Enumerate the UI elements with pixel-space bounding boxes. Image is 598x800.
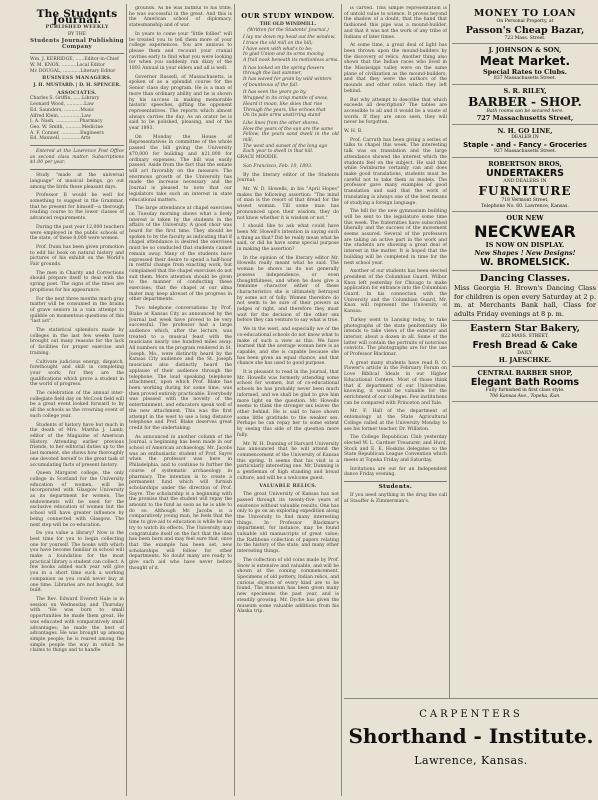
paragraph: The College Republican Club yesterday elected W. L. Gardner Treasurer, and Hurd, Stock and E. E. Hoskins delegates to the State Republican League Convention which meets at Topeka Friday and Saturday. — [344, 435, 447, 464]
paragraph: I should like to ask what could have been Mr. Howell's intention in saying such a thing as that? Did he really mean what he said, or did he have some special purpose in making the assertion? — [237, 224, 339, 253]
paragraph: The Rev. Edward Everett Hale is in session on Wednesday and Thursday with "He was born to small opportunities he made them great. He was educated with comparatively small advantages; he made the best of advantages. He was brought up among simple people; he is reared among the simple people the way in which he claims to things and to handle — [30, 596, 124, 654]
column-rule — [234, 4, 235, 796]
column-3 — [237, 6, 339, 798]
ad-bath-rooms — [452, 367, 598, 402]
poem-line: Through the years, like echoes that — [243, 107, 326, 113]
poem-line: I lay me down my head out the window, — [243, 35, 336, 41]
associate-line: Ed. Maxwell, .............Arts — [30, 136, 91, 142]
ad-headline: Shorthand - Institute. — [348, 724, 594, 748]
ad-text: AND DEALERS IN — [503, 178, 547, 184]
column-rule — [449, 4, 450, 796]
poem-line: Heard it moan, like skies that rise — [243, 101, 323, 107]
ad-undertakers — [452, 158, 598, 213]
signature: W. H. B. — [344, 129, 363, 135]
ad-text: J. JOHNSON & SON, — [488, 46, 562, 55]
column-4 — [344, 6, 447, 798]
ad-groceries — [452, 125, 598, 157]
associates-heading: ASSOCIATES. — [57, 89, 97, 96]
paragraph: is carved. This simple representation is of untold value to science. It proves beyond the shadow of a doubt, that the hand that fashioned this pipe was a mound-builder, and that it was not the work of any tribe of Indians of later times. — [344, 6, 447, 40]
section-heading-valuable-relics: VALUABLE RELICS. — [259, 483, 317, 490]
paragraph: Mr. W. D. Howells, in his "April Hopes" makes the following assertion: "The mind of man is the resort of that dread for the wisest woman. Till some man has pronounced upon their wisdom, they do not know whether it is wisdom or not." — [237, 186, 339, 221]
ad-headline: NECKWEAR — [474, 222, 576, 242]
associate-line: I. A. Nash, ................Pharmacy — [30, 119, 103, 125]
divider — [30, 53, 124, 54]
paragraph: Students of history have but much in the death of Mrs. Martha J. Lamb, editor of the Magazine of American History. Attending earlier previous friends, to her editorial duties up to the last moment, she shows how thoroughly one devoted herself to the great task of accumulating facts of present history. — [30, 422, 124, 468]
ad-text: H. JAESCHKE. — [498, 356, 552, 365]
paragraph: In the opinion of the literary editor Mr. Howells really meant what he said. The woman he shows us do not generally possess independence, or even thoughtfulness, and when he does give a feminine character either of these characteristics she is ultimately betrayed by some act of folly. Women therefore do not seem to be sure of their powers as judges of right, and therefore they must wait for the decision of the other sex before they can venture to say what is true. — [237, 255, 339, 324]
entered-note: Entered at the Lawrence Post Office as second class matter. Subscriptions $1.00 per year. — [30, 149, 124, 166]
ad-text: Bath rooms can be secured here. — [486, 108, 564, 114]
paragraph: Two telephone conversations by Prof. Blake at Kansas City as announced by the Journal last week have proved to be very successful. The professor had a large audience which, after the lecture, was treated to a musical feast with the musicians nearly one hundred miles away. All numbers on the program rendered in St. Joseph, Mo., were distinctly heard by the Kansas City audience and the St. Joseph musicians also distinctly heard the applause of their audience through the telephone. The loud speaking telephone attachment, upon which Prof. Blake has been working during for some time, was then proved entirely practicable. Everybody was pleased with the novelty of the entertainment, and educators speak well of the new attachment. This was the first attempt in the west to use a long distance telephone and Prof. Blake deserves great credit for the undertaking. — [129, 306, 232, 431]
associate-line: Charles S. Griffin, ......Library — [30, 96, 100, 102]
paragraph: Mr. W. H. Dunning of Harvard University has announced that he will attend the commencement of the University of Kansas this spring. It seems that his visit is a particularly interesting one. Mr. Dunning is a gentleman of high standing and broad culture, and will be a welcome guest. — [237, 441, 339, 481]
associate-line: Geo. W. Smith, ...........Medicine — [30, 124, 104, 130]
students-heading: Students. — [378, 484, 413, 491]
ad-text: 718 Vermont Street, — [501, 198, 549, 204]
column-2 — [129, 6, 232, 798]
ad-text: ROBERTSON BROS, — [488, 159, 562, 168]
ad-text: Telephone No. 60. Lawrence, Kansas. — [481, 203, 569, 209]
ad-shorthand-institute — [344, 698, 598, 797]
ad-text: Lawrence, Kansas. — [414, 754, 528, 767]
paragraph: The bill for the new gymnasium building will be sent to the legislature some time this week. The fraternities have subscribed liberally and the success of the movement seems assured. Several of the professors are taking an active part in the work and the students are showing a great deal of interest in the matter. It is hoped that the building will be completed in time for the next school year. — [344, 209, 447, 266]
paragraph: By the literary editor of the Students Journal: — [237, 172, 339, 184]
paragraph: In years to come your "little follies" will be treated you to tell them more of your college experiences. You are anxious to please them and recount your cranial cavities early to find what you were looking for when you suddenly run dizzy of the 1893 Annual in your elders and all is well. — [129, 31, 232, 72]
ad-bakery — [452, 321, 598, 367]
paragraph: At some time, a great deal of light has been thrown upon the mound-builders by the discovery of relics. Another thing also shows that the Indian races who lived in the Mississippi valley were on the same plane of civilization as the mound-builders, and that they were the authors of the mounds and other relics which they left behind. — [344, 43, 447, 94]
ad-headline: Fresh Bread & Cake — [472, 339, 578, 351]
paragraph: Prof. Carruth has been giving a series of talks to chapel this week. The interesting talk was on translation and the large attendance showed the interest which the students feel on the subject. He said that while Swinburne certainly can and does make good translations, students must be careful not to take them as models. The professor gave many examples of good translation and said that the work of translating is always one of the best means of studying a foreign language. — [344, 137, 447, 206]
column-rule — [126, 4, 127, 796]
poem-line: A frail nook beneath its motionless arms. — [243, 57, 339, 63]
ad-text: Fully furnished in first class style. — [485, 388, 565, 394]
paragraph: But why attempt to describe that which exceeds all description? The tables are accessible to all and it would be a waste of words. If they are once seen, they will never be forgotten. — [344, 97, 447, 126]
section-heading-study-window: OUR STUDY WINDOW. — [241, 12, 335, 20]
poem-line: of bounteous of the fall. — [243, 82, 299, 88]
divider — [30, 145, 124, 146]
poem-dateline: San Francisco, Feb. 10, 1893. — [243, 163, 313, 169]
ad-headline: UNDERTAKERS — [485, 167, 565, 179]
ad-text: 837 Massachusetts Street. — [493, 76, 557, 82]
masthead-publisher: Students Journal Publishing Company — [30, 37, 124, 50]
ad-text: DAILY. — [517, 350, 533, 356]
paragraph: The great University of Kansas has not passed through its twenty-five years of existence without valuable results. One has only to go on an exploring expedition along the University to find many interesting things. In Professor Blackmar's department, for instance, may be found valuable old manuscripts of great value; the Rathbone collection of papers relating to the history of the state, and many other interesting things. — [237, 492, 339, 555]
ad-headline: BARBER - SHOP. — [468, 94, 582, 109]
column-1 — [30, 6, 124, 798]
divider — [344, 481, 447, 482]
ad-text: S. R. RILEY, — [503, 86, 547, 95]
ad-text: CENTRAL BARBER SHOP, — [477, 369, 573, 378]
ad-text: Special Rates to Clubs. — [482, 68, 567, 77]
associate-line: Ed. Saunders, ...........Music — [30, 107, 95, 113]
paragraph: For the next three months much gray matter will be consumed in the brains of grave seniors in a vain attempt to quibble on momentous questions of this "last act". — [30, 296, 124, 325]
associate-line: Leonard Wood, ............Law — [30, 102, 94, 108]
ad-text: IS NOW ON DISPLAY. — [485, 241, 565, 250]
ad-headline: MONEY TO LOAN — [473, 8, 577, 19]
paragraph: The statistical splendors made by colleges in the last few weeks have brought out many reasons for the lack of facilities for proper exercise and training. — [30, 328, 124, 356]
paragraph: We in the west, and especially we of the co-educational schools do not know what to make of such a view as this. We have learned that the average woman here is as capable, and she is capable because she has been given an equal chance, and that chance she has used to good purpose. — [237, 327, 339, 367]
poem-signature: GRACE MOODIE. — [237, 155, 279, 161]
poem-line: How the years of the sun are the same — [243, 126, 334, 132]
poem-line: Fellow, the years sand dwell in the old mill, — [243, 132, 339, 144]
editor-line: Wm. J. KERRIDGE, ......Editor-in-Chief — [30, 57, 119, 63]
ad-text: 727 Massachusetts Street, — [476, 114, 574, 123]
ad-dancing-classes — [452, 271, 598, 321]
poem-line: The west and sunset of the long ago — [243, 143, 328, 149]
ad-meat-market — [452, 44, 598, 85]
ad-barber-shop — [452, 85, 598, 126]
paragraph: Study "made at the universal language" of musical beings, go out among the birds these pleasant days. — [30, 173, 124, 190]
ad-text: CARPENTERS — [419, 709, 523, 720]
ad-text: OUR NEW — [506, 214, 544, 223]
poem-line: It has looked on the spring flowers — [243, 65, 325, 71]
masthead-title: The Students Journal. — [36, 8, 118, 26]
business-managers-heading: BUSINESS MANAGERS. — [42, 75, 112, 82]
poem-line: I have seen with what's to be; — [243, 46, 313, 52]
paragraph: Prof. Dunn has been given promotion to edit his book on natural history and pictures of his exhibit on the World's Fair grounds. — [30, 244, 124, 268]
editor-line: Mc DOUGAL, ............Literary Editor — [30, 68, 116, 74]
paragraph: Professor B would be well for something to suggest in the Grammar, that he present for himself—a thorough reading course to the lower classes of advanced requirements. — [30, 193, 124, 222]
ad-headline: FURNITURE — [478, 184, 572, 199]
paragraph: The men in Charity and Corrections should prepare itself to deal with the spring poet. The signs of the times are propitious for his appearance. — [30, 270, 124, 293]
masthead-published: PUBLISHED WEEKLY — [45, 24, 109, 31]
ad-text: N. H. GO LINE, — [497, 127, 553, 136]
ad-text: 723 Mass. Street. — [504, 35, 546, 41]
poem-line: It has waved for grain by wild winters — [243, 77, 332, 83]
paragraph: Governor Russell, of Massachusetts, is spoken of as a splendid course for the Senior class day program. He is a man of more than ordinary ability and he is shown by his success in making memorable historic speeches, gifting the opponent representatives. The reports which almost always carries the day. As an orator he is said to be polished, pleasing, and of the year 1893. — [129, 74, 232, 132]
ad-headline: Staple - and - Fancy - Groceries — [463, 140, 587, 149]
ad-text: 927 Massachusetts Street. — [493, 148, 557, 154]
poem-line: Wrapped in its crisp mantle of snow, — [243, 96, 328, 102]
ad-headline: Dancing Classes. — [479, 273, 571, 285]
business-managers: J. H. MUSTARD. | D. H. SPENCER. — [33, 83, 121, 89]
paragraph: Invitations are out for an Independent dance Friday evening. — [344, 466, 447, 478]
paragraph: Do you value a library? Now is the best time for you to begin collecting one for yourself. The books with which you have become familiar in school will make a foundation for the most practical library a student can collect. A few books added each year will give you in a short time such a working companion as you could never buy at one time. Libraries are not bought, but built. — [30, 531, 124, 594]
poem-line: through the last summer, — [243, 71, 302, 77]
poem-line: It has seen the years go by, — [243, 90, 307, 96]
paragraph: Cultivate judicious energy, dispatch, forethought and skill in completing your work; for they are the qualifications which prove a student in the world of progress. — [30, 359, 124, 388]
ad-neckwear — [452, 212, 598, 271]
paragraph: It is pleasant to read in the Journal, that Mr. Howells was formerly attending some school for women, but of co-educational schools he has probably never been much informed, and we shall be glad to give him more light on the question. Mr. Howells seems to think the stronger sex leaves the other behind. He is said to have shown some little gratitude to the weaker sex. Perhaps he can repay her to some extent by seeing this side of the question more fully. — [237, 370, 339, 438]
paragraph: Queen Margaret college, the only college in Scotland for the University education of women, will be incorporated with Glasgow University as its department for women. The endowments will be used for the exclusive education of women but the school will have greater influence by being connected with Glasgow. The next step will be co-education. — [30, 471, 124, 528]
paragraph: If you need anything in the drug line call at Stauffer & Zimmerman's. — [344, 492, 447, 504]
poem-line: In glad Union and its arms moving — [243, 52, 324, 58]
poem-line: I trace the old mill on the hill; — [243, 40, 313, 46]
ad-text: On Personal Property, at — [496, 19, 554, 24]
divider — [30, 169, 124, 170]
paragraph: Turkey went to Lansing today, to take photographs of the state penitentiary. He intends to take views of the exterior and interior, about a dozen in all. Some of the latter will contain the portraits of notorious convicts. The photographs are for the use of Professor Blackmar. — [344, 317, 447, 358]
ad-headline: Eastern Star Bakery, — [470, 322, 580, 334]
ad-text: New Shapes ! New Designs! — [474, 249, 576, 258]
column-rule — [341, 4, 342, 796]
paragraph: grounds. As he was faithful to his trifle, he was successful in the great. And this is the American school of diplomacy, statesmanship and of war. — [129, 6, 232, 29]
paragraph: On Monday the House of Representatives in committee of the whole passed the bill giving the University $70,000 for building and $21,000 for ordinary expenses. The bill was easily passed. Aside from the fact that the senate will act favorably on the measure. The enormous growth of the University has made the increase necessary and the Journal is pleased to note that our legislators take such an interest in state educational matters. — [129, 134, 232, 203]
advertisements-column — [452, 6, 598, 798]
ad-headline: W. BROMELSICK. — [480, 257, 570, 269]
associate-line: Alfred Klein, ..............Law — [30, 113, 91, 119]
ad-headline: Passon's Cheap Bazar, — [465, 24, 585, 36]
ad-money-to-loan — [452, 6, 598, 44]
paragraph: During the past year 12,000 teachers were employed in the public schools of the state, of these 8,000 were women. — [30, 224, 124, 242]
poem-line: On its pale arms unstirring stand — [243, 113, 321, 119]
ad-text: Miss Georgia H. Brown's Dancing Class for children is open every Saturday at 2 p. m. at Merchants Bank hall, Class for adults Friday evenings at 8 p. m. — [454, 284, 596, 318]
masthead-by-line: BY THE — [67, 32, 87, 38]
ad-text: 706 Kansas Ave., Topeka, Kan. — [489, 393, 561, 399]
ad-headline: Elegant Bath Rooms — [470, 377, 580, 389]
poem-title: THE OLD WINDMILL. — [259, 21, 317, 27]
paragraph: Another of our students has been elected president of the Columbian Guard. Wilbur Knox left yesterday for Chicago to make application for entrance into the Columbian Guard. In his connection with the University and the Columbian Guard, Mr. Knox will represent the University of Kansas. — [344, 269, 447, 315]
paragraph: The celebration of the annual inter-collegiate field day on McCook field will be a great event looked forward to by all the schools as the crowning event of each college year. — [30, 391, 124, 419]
paragraph: The collection of old coins made by Prof. Snow is extensive and valuable, and will be shown at the coming commencement. Specimens of old pottery, Indian relics, and curious objects of every kind are to be found. The museum has been given many new specimens the past year, and is steadily growing. Mr. Dyche has given the museum some valuable additions from his Alaska trip. — [237, 557, 339, 615]
paragraph: A great many students have read B. O. Flower's article in the February Forum on Love Biblical Ideals in our Higher Educational Centers. Most of those think that if, department of our Universities, knowing, it would be valuable for the enrichment of our colleges. Few institutions can be compared with Princeton and Yale. — [344, 360, 447, 406]
ad-text: DEALER IN — [511, 135, 539, 141]
paragraph: As announced in another column of the Journal, a beginning has been made in our school of American archaeology. Mr. Jacobs was an enthusiastic student of Prof. Sayre when the professor was here in Philadelphia, and to continue to further the course of systematic archaeology in pharmacy. The intention is to create a permanent fund which will furnish scholarships under the direction of Prof. Sayre. The scholarship is a beginning with the promise that the student will repay the amount to the fund as soon as he is able to do so. Although Mr. Jacobs is a comparatively young man, he feels that the time to give aid to education is while he can try to watch its effects. The University may congratulate itself on the fact that the idea has been born and may feel sure that, once that the example has been set, new scholarships will follow for other departments. No doubt many are ready to give such aid who have never before thought of it. — [129, 434, 232, 571]
ad-headline: Meat Market. — [479, 54, 571, 69]
poem-line: Like lines from the other shores. — [243, 120, 320, 126]
poem-note: (Written for the Students' Journal.) — [247, 28, 329, 34]
paragraph: Mr. F. Hall of the department of entomology at the State Agricultural College called at the University Monday to see his former teacher, Dr. Williston. — [344, 409, 447, 432]
poem-line: Each year to dwell in that hill. — [243, 149, 314, 155]
associate-line: A. F. Conner, .............Engineers — [30, 130, 104, 136]
ad-text: 822 MASS. STREET, — [501, 333, 549, 339]
paragraph: The large attendance at chapel exercises on Tuesday morning shows what a lively interest is taken by the students in the affairs of the University. A good choir was heard for the first time. They should be spoken to by the faculty as indicating that if chapel attendance is desired the exercises must be so conducted that students cannot remain away. Many of the students have expressed their desire to spend a half-hour in restful change from exacting work, but complained that the chapel exercises do not suit them. More attention should be given to the manner of conducting these exercises, that the chapel at our alma mater may keep abreast of the progress in other departments. — [129, 206, 232, 303]
editor-line: W. M. KNOX, ..........Local Editor — [30, 62, 106, 68]
